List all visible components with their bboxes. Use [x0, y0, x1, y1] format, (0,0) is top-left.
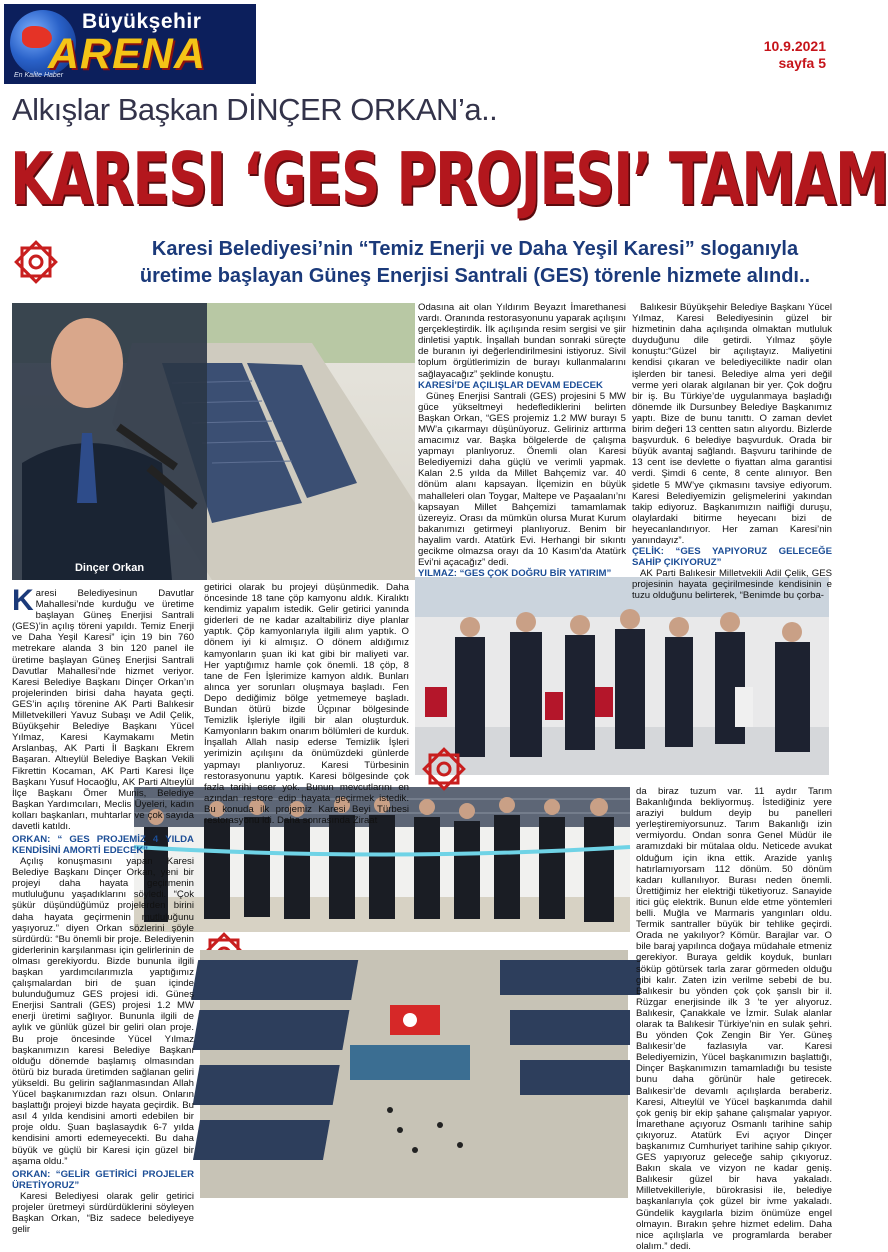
subhead-orkan-ges: ORKAN: “ GES PROJEMİZ 4 YILDA KENDİSİNİ AMORTİ EDECEK”: [12, 834, 194, 857]
paragraph: getirici olarak bu projeyi düşünmedik. Daha öncesinde 18 tane çöp kamyonu aldık. Kiralıktı kendimiz yapalım istedik. Gelir getirici yanında giderleri de ne kadar azaltabiliriz diye planlar yaptık. Çöp kamyonlarıyla ilgili alım yaptık. O dönem iyi ki almışız. O dönem aldığımız kamyonların şuan iki kat gibi bir maliyeti var. Her yaptığımız hamle çok önemli. 18 çöp, 8 tane de Fen İşlerimize kamyon aldık. Bunları alınca yer sorunları oluşmaya başladı. Fen Depo dediğimiz bölge yetmemeye başladı. Bundan ötürü bizde Üçpınar bölgesinde Temizlik İşleriyle ilgili bir alan oluşturduk. Kamyonların bakım onarım bölümleri de kurduk. İnşallah Allah nasip ederse Temizlik İşleri yerimizin açılışını da önümüzdeki günlerde yapmayı planlıyoruz. Karesi Türbesinin restorasyonunu yaptık. Karesi bölgesinde çok fazla tarihi eser yok. Bunun mevcutlarını en azından restore edip hayata geçirmek istedik. Bu konuda ilk projemiz Karesi Beyi Türbesi restorasyonu idi. Daha sonrasında Ziraat: [204, 582, 409, 826]
paragraph: Odasına ait olan Yıldırım Beyazıt İmarethanesi vardı. Oranında restorasyonunu yaparak açılışını gerçekleştirdik. İlk açılışında resim sergisi ve şiir dinletisi yaptık. İnşallah bundan sonraki süreçte de buranın iyi değerlendirilmesini istiyoruz. Sivil toplum örgütlerimizin de burayı kullanmalarını sağlayacağız” şeklinde konuştu.: [418, 302, 626, 380]
paragraph: Açılış konuşmasını yapan Karesi Belediye Başkanı Dinçer Orkan, yeni bir projeyi daha hayata geçirmenin mutluluğunu yaşadıklarını söyledi. “Çok şükür düşündüğümüz projelerden birini daha hayata geçirmenin mutluluğunu yaşıyoruz.” diyen Orkan sözlerini şöyle sürdürdü: “Bu önemli bir proje. Belediyenin giderlerinin karşılanması için gelirlerinin de olması gerekiyordu. Bizde bununla ilgili başkan yardımcılarımızla yaptığımız çalışmalardan biri de şuan içinde bulunduğumuz GES projesi idi. Güneş Enerjisi Santrali (GES) projesi 1.2 MW enerji üretimi sağlıyor. Bununla ilgili de aylık ve günlük güzel bir geliri olan proje. Bu proje öncesinde Yücel Yılmaz başkanımızın karesi Belediye Başkanı olduğu dönemde başlamış olmasından ötürü biz burada üretimden sağlanan geliri yükseldi. Bu gelirin sağlanmasından Allah Yücel başkanımızdan razı olsun. Onların başlattığı projeyi bizde hayata geçirdik. Bu asıl 4 yılda kendisini amorti edebilen bir proje oldu. Şuan başlasaydık 6-7 yılda kendisini amorti edemeyecekti. Bu daha büyük ve güçlü bir Karesi için güzel bir aşama oldu.”: [12, 856, 194, 1167]
column-e: [636, 786, 832, 1252]
deck-line-1: Karesi Belediyesi’nin “Temiz Enerji ve Daha Yeşil Karesi” sloganıyla: [151, 238, 799, 260]
drop-cap: K: [12, 584, 34, 617]
paragraph: da biraz tuzum var. 11 aydır Tarım Bakanlığında bekliyormuş. İstediğiniz yere araziyi buldum deyip bu panelleri yerleştiremiyorsunuz. Tarım Bakanlığı izin vermiyordu. Ondan sonra Genel Müdür ile aramızdaki bir mütalaa oldu. Neticede avukat olduğum için ikna ettik. Arazide yanlış hatırlamıyorsam 112 dönüm. 50 dönüm kadarı kullanılıyor. Burası neden önemli. Ürettiğimiz her elektriği tüketiyoruz. Sanayide itici güç elektrik. Bunun elde etme yöntemleri belli. Muğla ve Marmaris yangınları oldu. Termik santraller büyük bir tehlike geçirdi. Orada ne yakılıyor? Kömür. Barajlar var. O bile baraj yapılınca doğaya müdahale etmeniz gerekiyor. Buraya geldik koyduk, bunları söküp götürsek tarla zarar görmeden olduğu gibi kalır. Zaten izin verilme sebebi de bu. Balıkesir bu yönden çok çok şanslı bir il. Rüzgar enerjisinde ilk 3 ’te yer alıyoruz. Balıkesir, Çanakkale ve İzmir. Sulak alanlar olarak ta Balıkesir Türkiye’nin en sulak şehri. Bu yönden Çok Zengin Bir Yer. Güneş Balıkesir’de fazlasıyla var. Karesi Belediyemizin, Yücel başkanımızın başlattığı, Dinçer Başkanımızın tamamladığı bu tesiste bunu daha görünür hale getirecek. Balıkesir’de devamlı açılışlarda beraberiz. Karesi, Altıeylül ve Yücel başkanımda dahil çok geniş bir ekip şahane çalışmalar yapıyor. İmarethane açıyoruz Osmanlı tarihine sahip çıkıyoruz. Atatürk Evi açıyor Dinçer başkanımız Cumhuriyet tarihine sahip çıkıyor. GES yapıyoruz geleceğe sahip çıkıyoruz. Bakın skala ve vizyon ne kadar geniş. Balıkesir güzel bir hava yakaladı. Milletvekilleriyle, bürokrasisi ile, belediye başkanlarıyla çok güzel bir ivme yakaladı. Gündelik kaygılarla bizim önümüze engel olmayın. Bırakın şehre hizmet edelim. Daha nice açılışlarla ve programlarda beraber olalım.” dedi.: [636, 786, 832, 1252]
ornament-knot-icon: [420, 745, 468, 793]
column-d: [632, 302, 832, 602]
subhead-celik: ÇELİK: “GES YAPIYORUZ GELECEĞE SAHİP ÇIKIYORUZ”: [632, 546, 832, 569]
brand-top-text: Büyükşehir: [82, 10, 202, 33]
ornament-knot-icon: [12, 238, 60, 286]
subhead-orkan-gelir: ORKAN: “GELİR GETİRİCİ PROJELER ÜRETİYORUZ”: [12, 1168, 194, 1191]
main-headline: KARESI ‘GES PROJESI’ TAMAM: [10, 137, 888, 221]
deck-line-2: üretime başlayan Güneş Enerjisi Santrali (GES) törenle hizmete alındı..: [139, 265, 811, 287]
portrait-caption: Dinçer Orkan: [74, 562, 145, 574]
lead-text: aresi Belediyesinun Davutlar Mahallesi’nde kurduğu ve üretime başlayan Güneş Enerjisi Santrali (GES)’in açılış töreni yapıldı. Temiz Enerji ve Daha Yeşil Karesi” için 19 bin 760 metrekare alanda 3 bin 120 panel ile üretime başlayan Güneş Enerjisi Santrali Davutlar Mahallesi’nde hizmet veriyor. Karesi Belediye Başkanı Dinçer Orkan’ın projelerinden birisi daha hayata geçti. GES’in açılış törenine AK Parti Balıkesir Milletvekilleri Yavuz Subaşı ve Adil Çelik, Büyükşehir Belediye Başkanı Yücel Yılmaz, Karesi Kaymakamı Metin Arslanbaş, AK Parti İl Başkanı Ekrem Başaran. Altıeylül Belediye Başkan Vekili Fikrettin Kocaman, AK Parti Karesi İlçe Başkanı Yusuf Hocaoğlu, AK Parti Altıeylül İlçe Başkanı Ömer Munis, Belediye Başkan Yardımcıları, Meclis Üyeleri, kadın kolları başkanları, muhtarlar ve çok sayıda davetli katıldı.: [12, 588, 194, 832]
subhead-yilmaz: YILMAZ: “GES ÇOK DOĞRU BİR YATIRIM”: [418, 568, 612, 580]
paragraph: AK Parti Balıkesir Milletvekili Adil Çelik, GES projesinin hayata geçirilmesinde kendisinin e tuzu olduğunu belirterek, “Benimde bu çorba-: [632, 568, 832, 602]
page-number: sayfa 5: [778, 55, 826, 71]
column-c: [418, 302, 626, 580]
lead-paragraph: [12, 584, 194, 832]
column-b: [204, 582, 409, 826]
photo-aerial-panels: [200, 950, 628, 1198]
column-a: [12, 584, 194, 1235]
kicker-headline: Alkışlar Başkan DİNÇER ORKAN’a..: [12, 92, 498, 127]
issue-date: 10.9.2021: [763, 38, 826, 54]
photo-ceremony-prayer: [415, 577, 829, 775]
paragraph: Balıkesir Büyükşehir Belediye Başkanı Yücel Yılmaz, Karesi Belediyesinin güzel bir hizmetinin daha açılışında olmaktan mutluluk duyduğunu dile getirdi. Yılmaz şöyle konuştu:“Güzel bir açılıştayız. Maliyetini kendisi çıkaran ve belediyecilikte nadir olan işlerden bir tanesi. Belediye alma yeri değil verme yeri olarak algılanan bir yer. Çok doğru bir iş. Bu Türkiye’de uygulanmaya başladığı dönemde ilk Dursunbey Belediye Başkanımız yaptı. Bize de bunu tanıttı. O zaman devlet birim değeri 13 centten satın alıyordu. Bizlerde başvurduk. 6 belediye başvurduk. Orada bir büyük avantaj sağlandı. Başvuru tarihinde de 13 cent ise devlette o fiyattan alma garantisi verdi. Şimdi 6 cente, 8 cente alınıyor. Ben şidetle 5 MW’ye çıkmasını tavsiye ediyorum. Karesi Belediyemizin gelişmelerini yakından takip ediyoruz. Başkanımızın naifliği duruşu, olaylardaki bitirme heyecanı bizi de heyecanlandırıyor. Her zaman Karesi’nin yanındayız”.: [632, 302, 832, 546]
brand-slogan: En Kalite Haber: [14, 72, 64, 79]
photo-aerial-solar-plant: [12, 303, 415, 580]
paragraph: Güneş Enerjisi Santrali (GES) projesini 5 MW güce yükseltmeyi hedeflediklerini belirten Başkan Orkan, “GES projemiz 1.2 MW burayı 5 MW’a çıkarmayı düşünüyoruz. Geliriniz arttırma amacımız var. Başka bölgelerde de çalışma yapmayı planlıyoruz. Önemli olan Karesi Belediyemizi daha güçlü ve verimli yapmak. Kalan 2.5 yılda da Millet Bahçemiz var. 40 dönüm alanı kapsayan. İlçemizin en büyük mahalleleri olan Toygar, Maltepe ve Paşaalanı’nı kapsayan Millet Bahçemizi tamamlamak üzereyiz. Orası da mümkün olursa Murat Kurum bakanımızı getirmeyi planlıyoruz. Benim bir hayalim vardı. Atatürk Evi. Herhangi bir sıkıntı gecikme olmazsa orayı da 10 Kasım’da Atatürk Evi’ni açacağız” dedi.: [418, 390, 626, 569]
masthead-logo: [4, 4, 256, 84]
brand-name: ARENA: [48, 30, 206, 78]
paragraph: Karesi Belediyesi olarak gelir getirici projeler üretmeyi sürdürdüklerini söyleyen Başkan Orkan, “Biz sadece belediyeye gelir: [12, 1190, 194, 1235]
subhead-karesi-acilislar: KARESİ’DE AÇILIŞLAR DEVAM EDECEK: [418, 379, 603, 391]
